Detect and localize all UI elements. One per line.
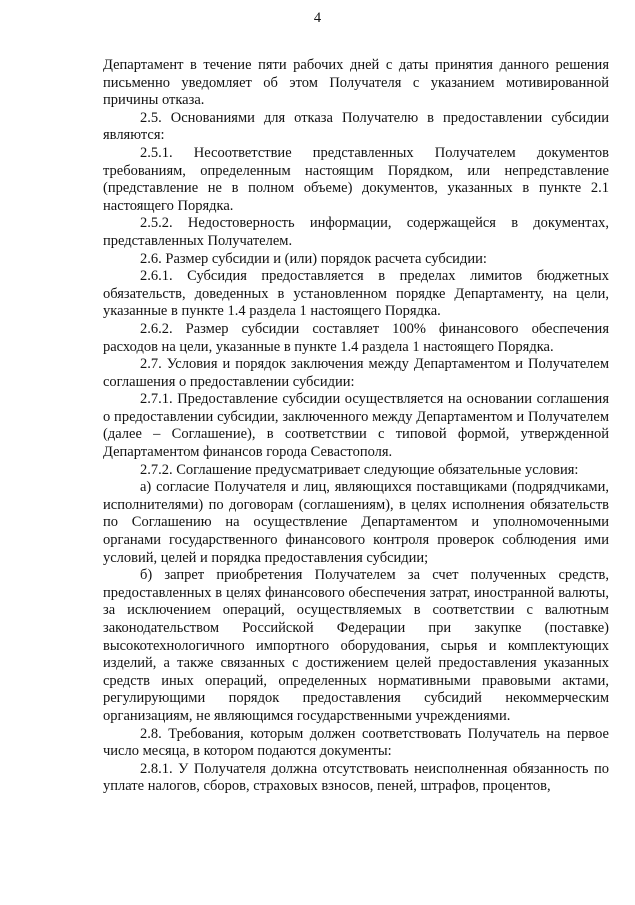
paragraph: а) согласие Получателя и лиц, являющихся поставщиками (подрядчиками, исполнителями) по договорам (соглашениям), в целях исполнения обязательств по Соглашению на осуществление Департаментом и уполномоченными органами государственного финансового контроля проверок соблюдения ими условий, целей и порядка предоставления субсидии; — [103, 479, 609, 566]
paragraph: 2.6.1. Субсидия предоставляется в пределах лимитов бюджетных обязательств, доведенных в установленном порядке Департаменту, на цели, указанные в пункте 1.4 раздела 1 настоящего Порядка. — [103, 268, 609, 320]
paragraph: 2.8.1. У Получателя должна отсутствовать неисполненная обязанность по уплате налогов, сборов, страховых взносов, пеней, штрафов, процентов, — [103, 760, 609, 795]
paragraph: 2.8. Требования, которым должен соответствовать Получатель на первое число месяца, в котором подаются документы: — [103, 725, 609, 760]
paragraph: 2.6. Размер субсидии и (или) порядок расчета субсидии: — [140, 250, 487, 267]
paragraph: 2.7. Условия и порядок заключения между Департаментом и Получателем соглашения о предоставлении субсидии: — [103, 356, 609, 390]
paragraph: б) запрет приобретения Получателем за счет полученных средств, предоставленных в целях финансового обеспечения затрат, иностранной валюты, за исключением операций, осуществляемых в соответствии с валютным законодательством Российской Федерации при закупке (поставке) высокотехнологичного импортного оборудования, сырья и комплектующих изделий, а также связанных с достижением целей предоставления указанных средств иных операций, определенных нормативными правовыми актами, регулирующими порядок предоставления субсидий некоммерческим организациям, не являющимся государственными учреждениями. — [103, 567, 609, 724]
page-number: 4 — [313, 10, 322, 26]
paragraph: 2.5. Основаниями для отказа Получателю в предоставлении субсидии являются: — [103, 109, 609, 144]
paragraph: 2.5.1. Несоответствие представленных Получателем документов требованиям, определенным настоящим Порядком, или непредставление (представление не в полном объеме) документов, указанных в пункте 2.1 настоящего Порядка. — [103, 144, 609, 214]
paragraph: 2.7.1. Предоставление субсидии осуществляется на основании соглашения о предоставлении субсидии, заключенного между Департаментом и Получателем (далее – Соглашение), в соответствии с типовой формой, утвержденной Департаментом финансов города Севастополя. — [103, 391, 609, 461]
paragraph: 2.6.2. Размер субсидии составляет 100% финансового обеспечения расходов на цели, указанные в пункте 1.4 раздела 1 настоящего Порядка. — [103, 320, 609, 355]
paragraph: 2.5.2. Недостоверность информации, содержащейся в документах, представленных Получателем. — [103, 215, 609, 249]
paragraph: 2.7.2. Соглашение предусматривает следующие обязательные условия: — [140, 461, 579, 478]
paragraph: Департамент в течение пяти рабочих дней с даты принятия данного решения письменно уведомляет об этом Получателя с указанием мотивированной причины отказа. — [103, 57, 609, 109]
document-body — [103, 57, 609, 796]
